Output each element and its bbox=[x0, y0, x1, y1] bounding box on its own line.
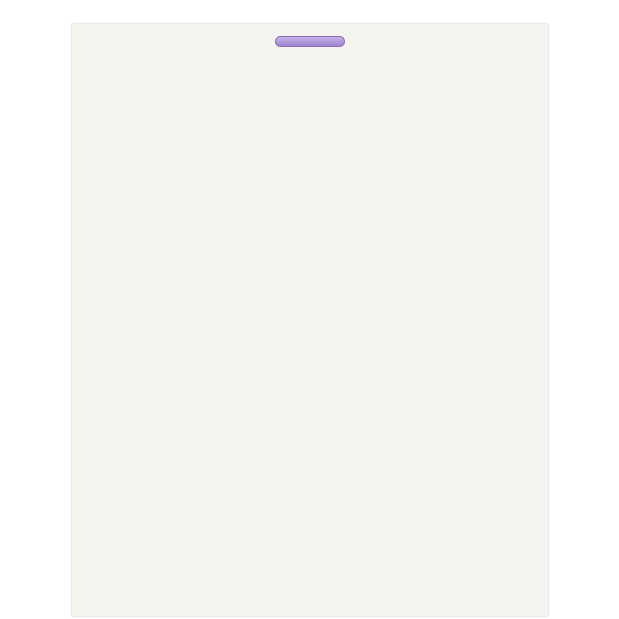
contents-page bbox=[72, 24, 548, 616]
contents-title bbox=[275, 36, 345, 47]
